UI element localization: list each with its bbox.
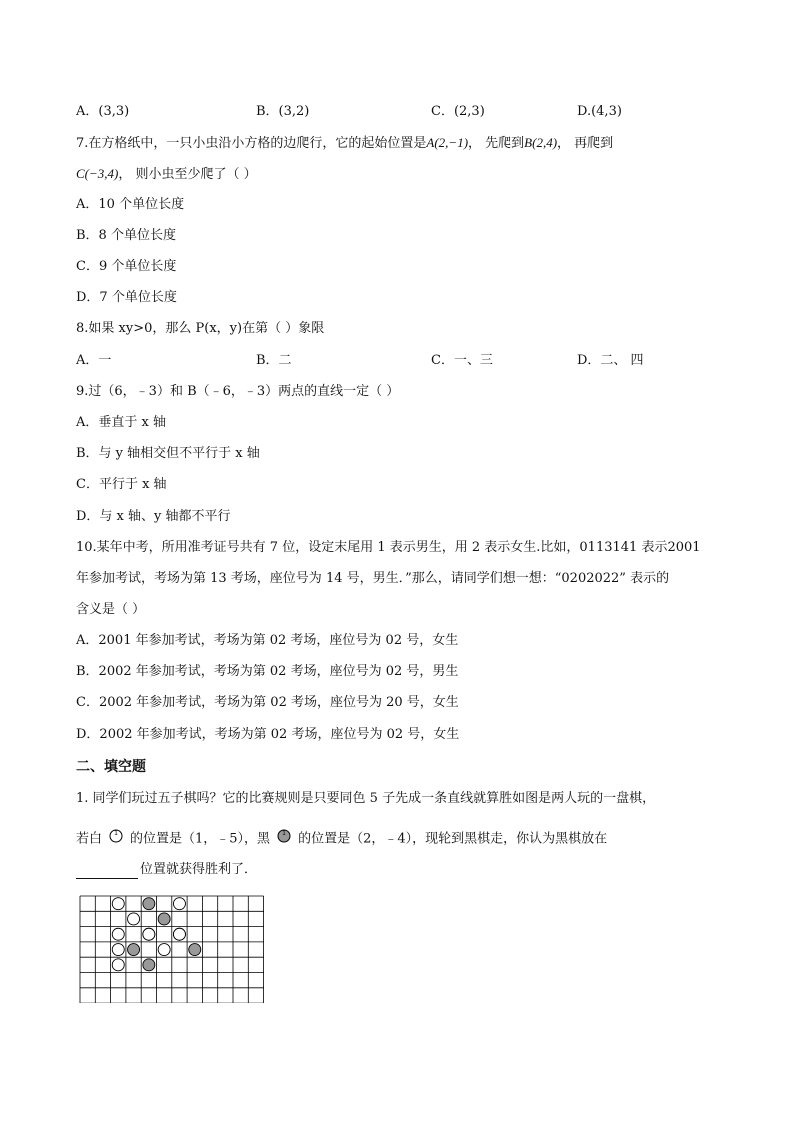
black-stone-icon — [276, 828, 292, 850]
q7-option-d: D．7 个单位长度 — [76, 290, 177, 305]
q6-option-b: B．(3,2) — [256, 104, 310, 119]
q7-point-b: B(2,4) — [524, 135, 558, 150]
black-stone — [128, 944, 140, 956]
q7-stem-line2 — [76, 165, 257, 184]
white-stone — [128, 913, 140, 925]
q10-option-d: D．2002 年参加考试，考场为第 02 考场，座位号为 02 号，女生 — [76, 727, 460, 742]
fill1-line2-part3: 的位置是（2，﹣4），现轮到黑棋走，你认为黑棋放在 — [298, 831, 608, 847]
white-stone — [112, 944, 124, 956]
white-stone — [173, 928, 185, 940]
fill1-line2-part2: 的位置是（1，﹣5），黑 — [130, 831, 271, 847]
q7-stem-part2: ， 先爬到 — [468, 136, 525, 151]
answer-blank[interactable] — [76, 864, 138, 879]
section-title: 二、填空题 — [76, 759, 146, 775]
fill1-line1: 1. 同学们玩过五子棋吗？它的比赛规则是只要同色 5 子先成一条直线就算胜如图是两人玩的一盘棋， — [76, 791, 656, 806]
white-stone — [112, 959, 124, 971]
black-stone — [143, 898, 155, 910]
q7-option-b: B．8 个单位长度 — [76, 228, 176, 243]
white-stone-icon — [108, 828, 124, 850]
q10-stem-line2: 年参加考试，考场为第 13 考场，座位号为 14 号，男生．”那么，请同学们想一想：“0202022” 表示的 — [76, 571, 670, 586]
q7-point-a: A(2,−1) — [426, 135, 469, 150]
q6-option-c: C．(2,3) — [431, 104, 485, 119]
white-stone — [112, 928, 124, 940]
q7-stem-part3: ， 再爬到 — [557, 136, 614, 151]
q7-option-c: C．9 个单位长度 — [76, 259, 177, 274]
white-stone — [158, 944, 170, 956]
q7-stem-part1: 7.在方格纸中，一只小虫沿小方格的边爬行，它的起始位置是 — [76, 136, 427, 151]
fill1-line2-part1: 若白 — [76, 831, 103, 847]
black-stone — [158, 913, 170, 925]
q9-option-d: D．与 x 轴、y 轴都不平行 — [76, 509, 231, 524]
q10-option-c: C．2002 年参加考试，考场为第 02 考场，座位号为 20 号，女生 — [76, 695, 459, 710]
q8-option-b: B．二 — [256, 353, 292, 368]
fill1-line3 — [76, 861, 257, 879]
white-stone — [173, 898, 185, 910]
black-stone — [143, 959, 155, 971]
q8-option-a: A．一 — [76, 353, 112, 368]
white-stone — [112, 898, 124, 910]
q10-stem-line1: 10.某年中考，所用准考证号共有 7 位，设定末尾用 1 表示男生，用 2 表示女生.比如，0113141 表示2001 — [76, 540, 701, 555]
q6-option-a: A．(3,3) — [76, 104, 130, 119]
q7-option-a: A．10 个单位长度 — [76, 197, 185, 212]
q9-option-b: B．与 y 轴相交但不平行于 x 轴 — [76, 446, 260, 461]
svg-text:1: 1 — [114, 830, 118, 837]
svg-text:1: 1 — [282, 830, 286, 837]
q9-option-c: C．平行于 x 轴 — [76, 477, 167, 492]
q6-option-d: D.(4,3) — [577, 104, 622, 119]
q9-option-a: A．垂直于 x 轴 — [76, 415, 166, 430]
q10-option-b: B．2002 年参加考试，考场为第 02 考场，座位号为 02 号，男生 — [76, 664, 459, 679]
q10-stem-line3: 含义是（ ） — [76, 602, 146, 617]
gomoku-board — [79, 895, 267, 1003]
q7-point-c: C(−3,4) — [76, 166, 119, 181]
white-stone — [143, 928, 155, 940]
fill1-line3-text: 位置就获得胜利了． — [140, 862, 258, 877]
fill1-line2 — [76, 828, 607, 850]
q8-option-d: D．二、 四 — [577, 353, 644, 368]
q8-stem: 8.如果 xy>0，那么 P(x，y)在第（ ）象限 — [76, 321, 325, 336]
q7-stem-part4: ， 则小虫至少爬了（ ） — [118, 167, 257, 182]
q10-option-a: A．2001 年参加考试，考场为第 02 考场，座位号为 02 号，女生 — [76, 633, 459, 648]
black-stone — [189, 944, 201, 956]
q7-stem-line1 — [76, 134, 613, 153]
q9-stem: 9.过（6，﹣3）和 B（﹣6，﹣3）两点的直线一定（ ） — [76, 384, 400, 399]
q8-option-c: C．一、三 — [431, 353, 493, 368]
